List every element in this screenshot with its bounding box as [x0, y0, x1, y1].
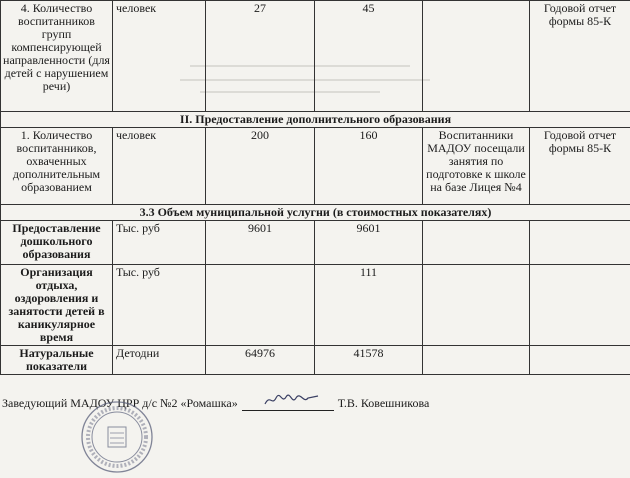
signatory-name: Т.В. Ковешникова: [337, 396, 430, 410]
unit-cell: Детодни: [113, 346, 206, 375]
table-row: [1, 265, 630, 346]
section-header-row: [1, 112, 630, 128]
indicator-name: 1. Количество воспитанников, охваченных дополнительным образованием: [1, 128, 113, 205]
unit-cell: человек: [113, 1, 206, 112]
plan-value: [206, 265, 315, 346]
source-cell: [530, 346, 630, 375]
indicator-name: Организация отдыха, оздоровления и занятости детей в каникулярное время: [1, 265, 113, 346]
section-title: II. Предоставление дополнительного образования: [1, 112, 630, 128]
official-stamp: [80, 400, 154, 474]
note-cell: [423, 221, 530, 265]
note-cell: [423, 265, 530, 346]
table-row: [1, 128, 630, 205]
table-row: [1, 1, 630, 112]
fact-value: 9601: [315, 221, 423, 265]
table-row: [1, 221, 630, 265]
indicator-name: 4. Количество воспитанников групп компенсирующей направленности (для детей с нарушением речи): [1, 1, 113, 112]
plan-value: 64976: [206, 346, 315, 375]
table-row: [1, 346, 630, 375]
plan-value: 27: [206, 1, 315, 112]
indicator-name: Предоставление дошкольного образования: [1, 221, 113, 265]
unit-cell: Тыс. руб: [113, 221, 206, 265]
fact-value: 160: [315, 128, 423, 205]
indicator-name: Натуральные показатели: [1, 346, 113, 375]
unit-cell: человек: [113, 128, 206, 205]
section-header-row: [1, 205, 630, 221]
signatory-position: Заведующий МАДОУ ЦРР д/с №2 «Ромашка»: [2, 396, 238, 410]
note-cell: [423, 346, 530, 375]
fact-value: 111: [315, 265, 423, 346]
source-cell: [530, 221, 630, 265]
note-cell: Воспитанники МАДОУ посещали занятия по подготовке к школе на базе Лицея №4: [423, 128, 530, 205]
plan-value: 200: [206, 128, 315, 205]
source-cell: Годовой отчет формы 85-К: [530, 1, 630, 112]
section-title: 3.3 Объем муниципальной услугни (в стоимостных показателях): [1, 205, 630, 221]
handwritten-signature: [262, 392, 322, 408]
note-cell: [423, 1, 530, 112]
source-cell: Годовой отчет формы 85-К: [530, 128, 630, 205]
unit-cell: Тыс. руб: [113, 265, 206, 346]
plan-value: 9601: [206, 221, 315, 265]
fact-value: 45: [315, 1, 423, 112]
source-cell: [530, 265, 630, 346]
signature-line: [2, 396, 429, 411]
fact-value: 41578: [315, 346, 423, 375]
